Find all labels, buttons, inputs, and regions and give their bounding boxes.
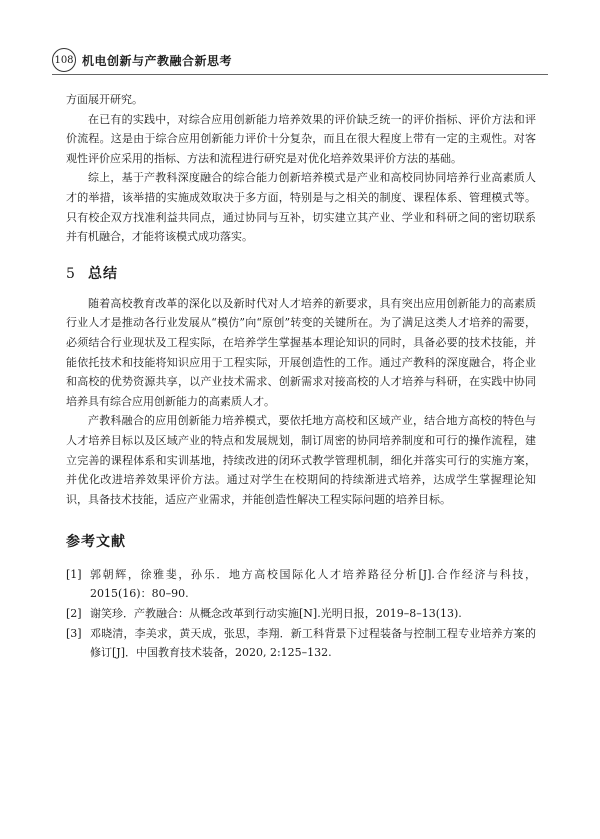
references-heading: 参考文献 [66,534,126,551]
section-number: 5 [66,265,75,282]
section-heading [66,264,536,284]
section-title: 总结 [88,265,118,282]
running-head [52,48,232,72]
header-rule [52,74,548,75]
paragraph: 综上，基于产教科深度融合的综合能力创新培养模式是产业和高校同协同培养行业高素质人才的举措，该举措的实施成效取决于多方面，特别是与之相关的制度、课程体系、管理模式等。只有校企双方找准利益共同点，通过协同与互补，切实建立其产业、学业和科研之间的密切联系并有机融合，才能将该模式成功落实。 [66,171,536,244]
reference-text: 谢笑珍．产教融合：从概念改革到行动实施[N].光明日报，2019–8–13(13). [90,607,462,621]
paragraph: 在已有的实践中，对综合应用创新能力培养效果的评价缺乏统一的评价指标、评价方法和评价流程。这是由于综合应用创新能力评价十分复杂，而且在很大程度上带有一定的主观性。对客观性评价应采用的指标、方法和流程进行研究是对优化培养效果评价方法的基础。 [66,112,536,165]
reference-number: [1] [66,567,82,581]
reference-item [66,604,536,624]
paragraph: 随着高校教育改革的深化以及新时代对人才培养的新要求，具有突出应用创新能力的高素质行业人才是推动各行业发展从“模仿”向“原创”转变的关键所在。为了满足这类人才培养的需要，必须结合行业现状及工程实际，在培养学生掌握基本理论知识的同时，具备必要的技术技能，并能依托技术和技能将知识应用于工程实际，开展创造性的工作。通过产教科的深度融合，将企业和高校的优势资源共享，以产业技术需求、创新需求对接高校的人才培养与科研，在实践中协同培养具有综合应用创新能力的高素质人才。 [66,296,536,408]
reference-text: 邓晓清，李美求，黄天成，张思，李翔．新工科背景下过程装备与控制工程专业培养方案的修订[J]．中国教育技术装备，2020, 2:125–132. [90,626,536,660]
running-title: 机电创新与产教融合新思考 [82,53,233,68]
reference-number: [3] [66,626,82,640]
body-text [66,90,536,663]
paragraph: 产教科融合的应用创新能力培养模式，要依托地方高校和区域产业，结合地方高校的特色与人才培养目标以及区域产业的特点和发展规划，制订周密的协同培养制度和可行的操作流程，建立完善的课程体系和实训基地，持续改进的闭环式教学管理机制，细化并落实可行的实施方案，并优化改进培养效果评价方法。通过对学生在校期间的持续渐进式培养，达成学生掌握理论知识，具备技术技能，适应产业需求，并能创造性解决工程实际问题的培养目标。 [66,414,536,506]
page-number: 108 [52,48,76,72]
paragraph: 方面展开研究。 [66,93,143,106]
reference-list [66,565,536,663]
reference-number: [2] [66,607,82,621]
reference-text: 郭朝辉，徐雅斐，孙乐．地方高校国际化人才培养路径分析[J].合作经济与科技，2015(16)：80–90. [90,567,536,601]
reference-item [66,565,536,604]
reference-item [66,624,536,663]
